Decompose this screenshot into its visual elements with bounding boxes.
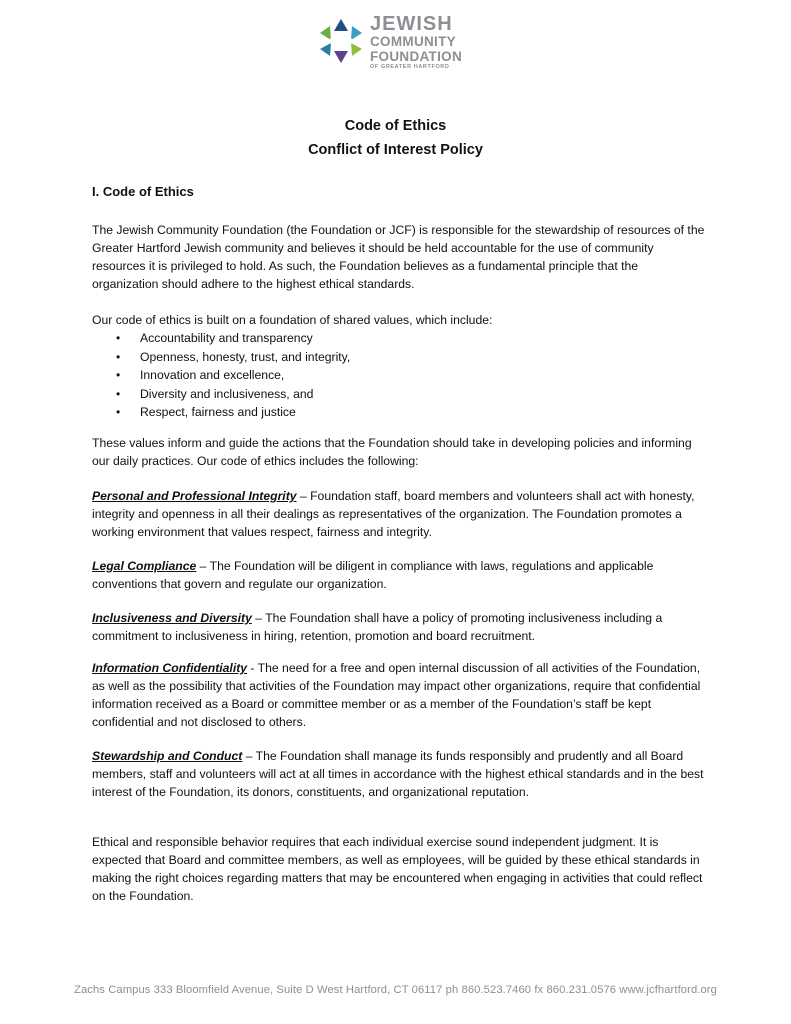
list-item: • Accountability and transparency (92, 329, 350, 348)
principle-separator: – (196, 559, 210, 573)
principle-term: Legal Compliance (92, 559, 197, 573)
intro-paragraph: The Jewish Community Foundation (the Foundation or JCF) is responsible for the stewardship of resources of the Greater Hartford Jewish community and believes it should be held accountable for the use of community resources it is privileged to hold. As such, the Foundation believes as a fundamental principle that the organization should adhere to the highest ethical standards. (92, 223, 705, 291)
list-item: • Diversity and inclusiveness, and (92, 385, 350, 404)
section-heading: I. Code of Ethics (92, 184, 194, 199)
principle-text: The Foundation shall have a policy of promoting inclusiveness including a commitment to inclusiveness in hiring, retention, promotion and board recruitment. (92, 611, 663, 643)
principle-integrity (92, 487, 706, 541)
principle-legal (92, 557, 706, 593)
principle-separator: - (247, 661, 258, 675)
list-item: • Respect, fairness and justice (92, 403, 350, 422)
principle-text: The need for a free and open internal discussion of all activities of the Foundation, as well as the possibility that activities of the Foundation may impact other organizations, require that confidential information received as a Board or committee member or as a member of the Foundation’s staff be kept confidential and not disclosed to others. (92, 661, 701, 729)
principle-stewardship (92, 747, 706, 801)
principle-text: Foundation staff, board members and volunteers shall act with honesty, integrity and openness in all their dealings as representatives of the organization. The Foundation promotes a working environment that values respect, fairness and integrity. (92, 489, 695, 539)
logo-line-community: COMMUNITY (370, 34, 456, 49)
principle-separator: – (296, 489, 311, 503)
logo-line-foundation: FOUNDATION (370, 48, 462, 64)
principle-separator: – (251, 611, 266, 625)
values-intro: Our code of ethics is built on a foundation of shared values, which include: (92, 313, 493, 327)
foundation-logo (318, 14, 478, 78)
principle-term: Information Confidentiality (92, 661, 248, 675)
document-title: Code of Ethics (344, 118, 447, 134)
closing-paragraph: Ethical and responsible behavior requires that each individual exercise sound independent judgment. It is expected that Board and committee members, as well as employees, will be guided by these ethical standards in making the right choices regarding matters that may be encountered when engaging in activities that could reflect on the Foundation. (92, 835, 703, 903)
values-followup: These values inform and guide the actions that the Foundation should take in developing policies and informing our daily practices. Our code of ethics includes the following: (92, 436, 692, 468)
principle-text: The Foundation will be diligent in compliance with laws, regulations and applicable conventions that govern and regulate our organization. (92, 559, 654, 591)
principle-inclusiveness (92, 609, 706, 645)
values-list (92, 329, 350, 422)
logo-wordmark (370, 14, 462, 71)
principle-text: The Foundation shall manage its funds responsibly and prudently and all Board members, staff and volunteers will act at all times in accordance with the highest ethical standards and in the best interest of the Foundation, its donors, constituents, and organizational reputation. (92, 749, 704, 799)
logo-line-region: OF GREATER HARTFORD (370, 64, 450, 70)
principle-term: Stewardship and Conduct (92, 749, 243, 763)
page-footer: Zachs Campus 333 Bloomfield Avenue, Suite D West Hartford, CT 06117 ph 860.523.7460 fx 860.231.0576 www.jcfhartford.org (74, 984, 717, 996)
list-item: • Openness, honesty, trust, and integrity, (92, 348, 350, 367)
principle-separator: – (242, 749, 256, 763)
principle-term: Personal and Professional Integrity (92, 489, 297, 503)
list-item: • Innovation and excellence, (92, 366, 350, 385)
principle-confidentiality (92, 659, 706, 731)
principle-term: Inclusiveness and Diversity (92, 611, 252, 625)
logo-line-jewish: JEWISH (370, 13, 453, 35)
star-of-david-logo-icon (318, 18, 364, 64)
document-subtitle: Conflict of Interest Policy (308, 142, 483, 158)
